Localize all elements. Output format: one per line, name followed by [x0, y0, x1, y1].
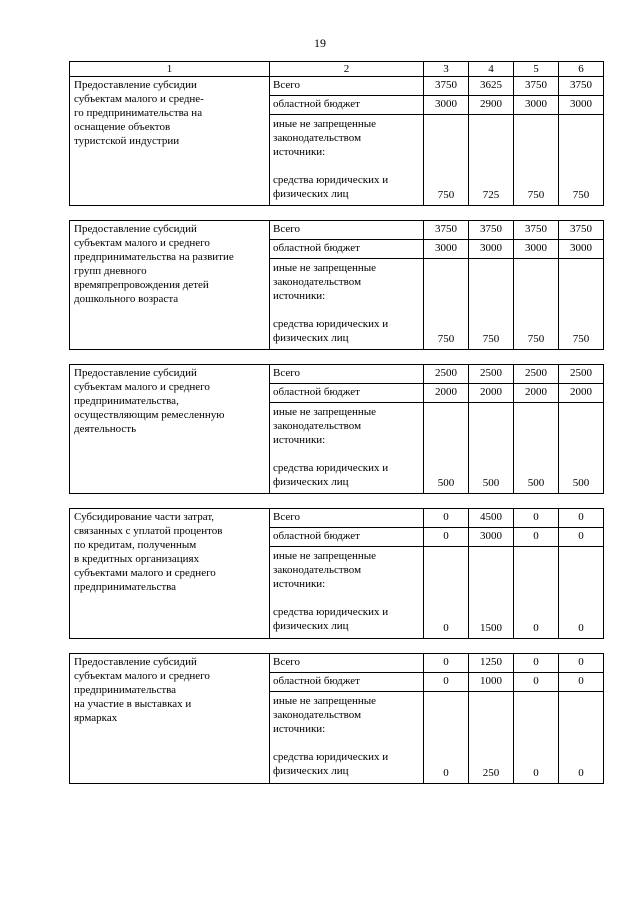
- value-cell: 3000: [559, 240, 604, 259]
- value-cell: 250: [469, 692, 514, 784]
- value-cell: 2000: [514, 384, 559, 403]
- value-cell: 725: [469, 115, 514, 206]
- value-cell: 2500: [559, 365, 604, 384]
- value-cell: 0: [424, 509, 469, 528]
- table-row: [70, 221, 604, 240]
- value-cell: 3750: [424, 221, 469, 240]
- funding-source-regional: областной бюджет: [270, 240, 424, 259]
- header-col-3: 3: [424, 62, 469, 77]
- separator-cell: [70, 639, 604, 654]
- separator-cell: [70, 206, 604, 221]
- header-col-1: 1: [70, 62, 270, 77]
- funding-source-regional: областной бюджет: [270, 673, 424, 692]
- funding-source-other: иные не запрещенные законодательством источники: средства юридических и физических лиц: [270, 547, 424, 639]
- value-cell: 2000: [469, 384, 514, 403]
- value-cell: 0: [559, 528, 604, 547]
- value-cell: 0: [424, 673, 469, 692]
- funding-source-regional: областной бюджет: [270, 96, 424, 115]
- value-cell: 0: [424, 654, 469, 673]
- funding-source-total: Всего: [270, 221, 424, 240]
- value-cell: 2000: [424, 384, 469, 403]
- table-row: [70, 654, 604, 673]
- separator-cell: [70, 350, 604, 365]
- value-cell: 750: [514, 115, 559, 206]
- value-cell: 2500: [469, 365, 514, 384]
- funding-source-other: иные не запрещенные законодательством источники: средства юридических и физических лиц: [270, 259, 424, 350]
- row-separator: [70, 206, 604, 221]
- value-cell: 0: [559, 673, 604, 692]
- value-cell: 0: [514, 673, 559, 692]
- value-cell: 0: [559, 654, 604, 673]
- value-cell: 3750: [559, 77, 604, 96]
- funding-source-other: иные не запрещенные законодательством источники: средства юридических и физических лиц: [270, 115, 424, 206]
- value-cell: 3000: [424, 96, 469, 115]
- funding-source-other: иные не запрещенные законодательством источники: средства юридических и физических лиц: [270, 403, 424, 494]
- value-cell: 500: [514, 403, 559, 494]
- measure-description: Субсидирование части затрат, связанных с уплатой процентов по кредитам, полученным в кредитных организациях субъектами малого и среднего предпринимательства: [70, 509, 270, 639]
- value-cell: 0: [514, 692, 559, 784]
- separator-cell: [70, 494, 604, 509]
- measure-description: Предоставление субсидий субъектам малого и среднего предпринимательства на развитие групп дневного времяпрепровождения детей дошкольного возраста: [70, 221, 270, 350]
- value-cell: 750: [559, 259, 604, 350]
- value-cell: 3000: [514, 96, 559, 115]
- value-cell: 750: [469, 259, 514, 350]
- value-cell: 0: [514, 509, 559, 528]
- value-cell: 500: [559, 403, 604, 494]
- value-cell: 2500: [424, 365, 469, 384]
- table-row: [70, 509, 604, 528]
- value-cell: 0: [559, 509, 604, 528]
- value-cell: 0: [514, 654, 559, 673]
- value-cell: 0: [424, 547, 469, 639]
- value-cell: 750: [559, 115, 604, 206]
- value-cell: 0: [559, 547, 604, 639]
- value-cell: 2900: [469, 96, 514, 115]
- value-cell: 500: [469, 403, 514, 494]
- value-cell: 3000: [469, 528, 514, 547]
- value-cell: 500: [424, 403, 469, 494]
- value-cell: 3000: [424, 240, 469, 259]
- value-cell: 0: [514, 547, 559, 639]
- value-cell: 3625: [469, 77, 514, 96]
- value-cell: 3000: [514, 240, 559, 259]
- value-cell: 0: [559, 692, 604, 784]
- measure-description: Предоставление субсидий субъектам малого и среднего предпринимательства, осуществляющим ремесленную деятельность: [70, 365, 270, 494]
- funding-source-total: Всего: [270, 509, 424, 528]
- value-cell: 0: [514, 528, 559, 547]
- value-cell: 4500: [469, 509, 514, 528]
- value-cell: 1500: [469, 547, 514, 639]
- value-cell: 1000: [469, 673, 514, 692]
- value-cell: 750: [424, 259, 469, 350]
- value-cell: 3750: [559, 221, 604, 240]
- header-col-2: 2: [270, 62, 424, 77]
- value-cell: 2500: [514, 365, 559, 384]
- funding-source-total: Всего: [270, 654, 424, 673]
- funding-source-regional: областной бюджет: [270, 384, 424, 403]
- funding-source-regional: областной бюджет: [270, 528, 424, 547]
- row-separator: [70, 494, 604, 509]
- value-cell: 3000: [469, 240, 514, 259]
- header-col-4: 4: [469, 62, 514, 77]
- funding-source-other: иные не запрещенные законодательством источники: средства юридических и физических лиц: [270, 692, 424, 784]
- value-cell: 1250: [469, 654, 514, 673]
- row-separator: [70, 350, 604, 365]
- value-cell: 3750: [424, 77, 469, 96]
- row-separator: [70, 639, 604, 654]
- value-cell: 3000: [559, 96, 604, 115]
- value-cell: 2000: [559, 384, 604, 403]
- measure-description: Предоставление субсидии субъектам малого и средне- го предпринимательства на оснащение объектов туристской индустрии: [70, 77, 270, 206]
- page-number: 19: [314, 36, 326, 50]
- header-col-5: 5: [514, 62, 559, 77]
- value-cell: 3750: [469, 221, 514, 240]
- value-cell: 3750: [514, 221, 559, 240]
- funding-source-total: Всего: [270, 365, 424, 384]
- measure-description: Предоставление субсидий субъектам малого и среднего предпринимательства на участие в выставках и ярмарках: [70, 654, 270, 784]
- header-row: [70, 62, 604, 77]
- value-cell: 750: [514, 259, 559, 350]
- funding-source-total: Всего: [270, 77, 424, 96]
- header-col-6: 6: [559, 62, 604, 77]
- value-cell: 0: [424, 528, 469, 547]
- table-row: [70, 365, 604, 384]
- value-cell: 0: [424, 692, 469, 784]
- value-cell: 750: [424, 115, 469, 206]
- table-row: [70, 77, 604, 96]
- value-cell: 3750: [514, 77, 559, 96]
- funding-table: [69, 61, 604, 784]
